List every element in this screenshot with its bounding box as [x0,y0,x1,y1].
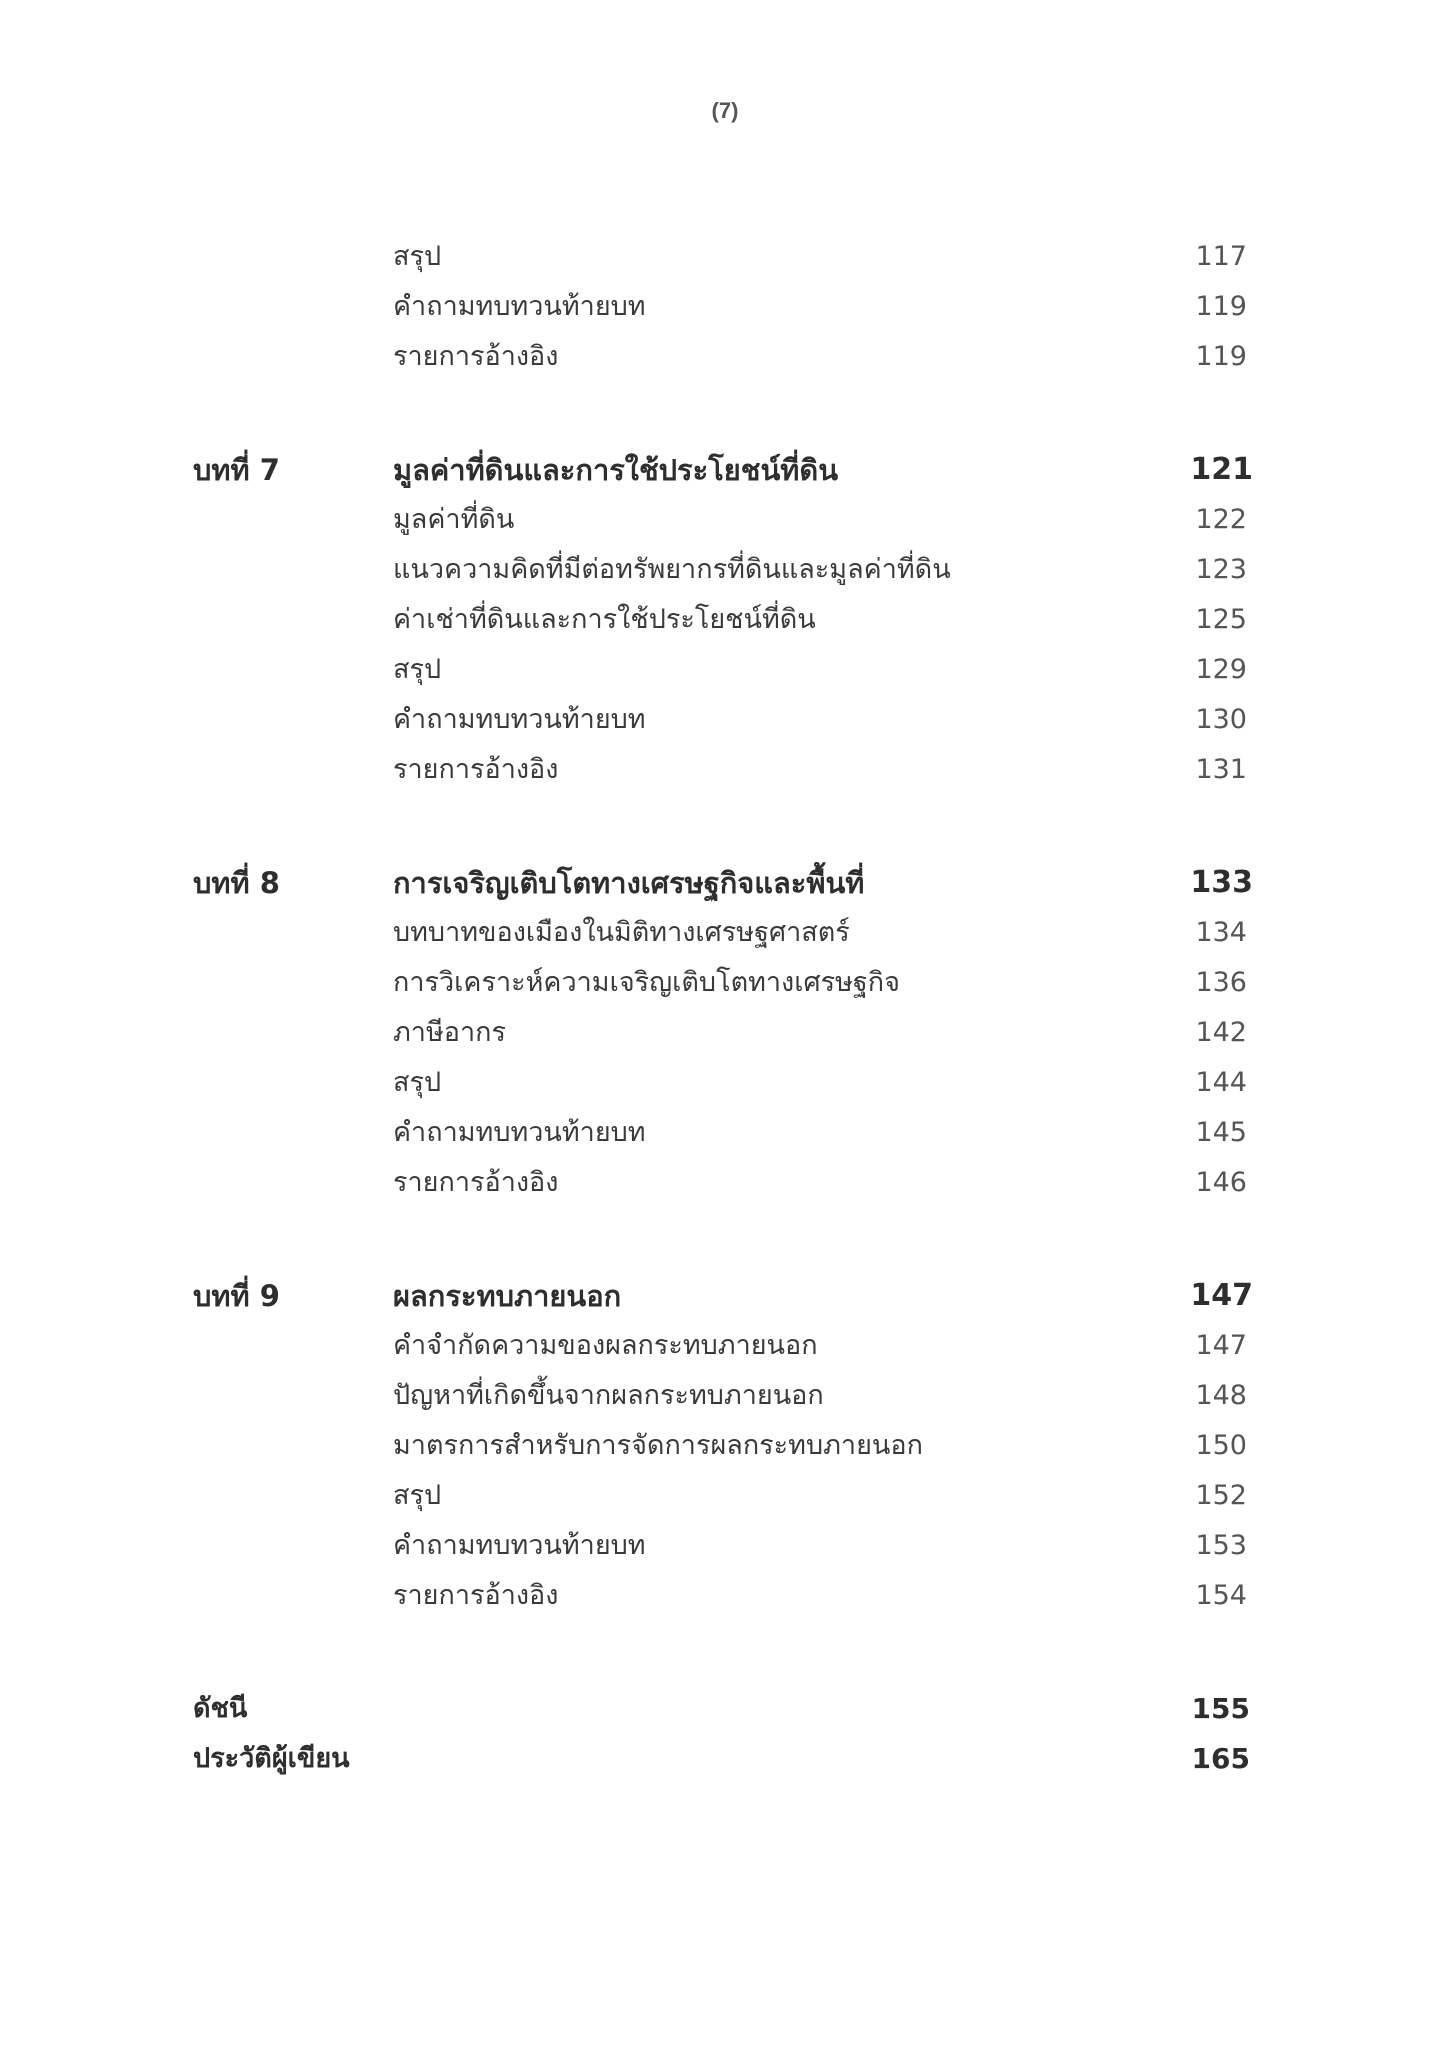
toc-entry-page: 119 [1195,291,1247,322]
toc-back-author-bio[interactable] [0,1734,1450,1784]
toc-entry-title: คำถามทบทวนท้ายบท [393,291,646,322]
toc-entry-page: 148 [1195,1380,1247,1411]
toc-entry-page: 150 [1195,1430,1247,1461]
toc-entry[interactable] [0,1571,1450,1621]
toc-entry-page: 130 [1195,704,1247,735]
page-number: (7) [711,98,739,123]
toc-entry-page: 154 [1195,1580,1247,1611]
toc-entry[interactable] [0,745,1450,795]
toc-entry-title: แนวความคิดที่มีต่อทรัพยากรที่ดินและมูลค่าที่ดิน [393,554,951,585]
toc-entry[interactable] [0,495,1450,545]
toc-entry-title: สรุป [393,1480,442,1511]
toc-entry-page: 125 [1195,604,1247,635]
toc-entry[interactable] [0,545,1450,595]
chapter-page: 121 [1190,452,1253,487]
table-of-contents [0,232,1450,1784]
toc-entry-title: คำถามทบทวนท้ายบท [393,1117,646,1148]
toc-entry-page: 142 [1195,1017,1247,1048]
toc-entry[interactable] [0,1008,1450,1058]
back-matter-page: 165 [1191,1742,1250,1775]
toc-entry[interactable] [0,695,1450,745]
toc-entry-title: รายการอ้างอิง [393,1167,559,1198]
toc-entry-title: มาตรการสำหรับการจัดการผลกระทบภายนอก [393,1430,923,1461]
toc-entry[interactable] [0,1321,1450,1371]
toc-entry[interactable] [0,1108,1450,1158]
toc-entry[interactable] [0,282,1450,332]
toc-entry-page: 146 [1195,1167,1247,1198]
toc-chapter-7[interactable] [0,445,1450,495]
toc-entry-title: รายการอ้างอิง [393,754,559,785]
toc-entry-page: 134 [1195,917,1247,948]
toc-entry-title: บทบาทของเมืองในมิติทางเศรษฐศาสตร์ [393,917,850,948]
back-matter-title: ดัชนี [193,1693,248,1724]
toc-entry-title: คำถามทบทวนท้ายบท [393,704,646,735]
toc-entry-page: 147 [1195,1330,1247,1361]
toc-entry-page: 136 [1195,967,1247,998]
back-matter-title: ประวัติผู้เขียน [193,1743,350,1774]
chapter-title: ผลกระทบภายนอก [393,1279,622,1313]
back-matter-page: 155 [1191,1692,1250,1725]
toc-entry-page: 129 [1195,654,1247,685]
chapter-label: บทที่ 7 [193,453,280,487]
toc-entry-title: มูลค่าที่ดิน [393,504,515,535]
toc-entry-title: คำจำกัดความของผลกระทบภายนอก [393,1330,818,1361]
toc-chapter-8[interactable] [0,858,1450,908]
toc-entry[interactable] [0,1471,1450,1521]
toc-entry-title: คำถามทบทวนท้ายบท [393,1530,646,1561]
toc-entry-page: 122 [1195,504,1247,535]
toc-entry[interactable] [0,1371,1450,1421]
toc-entry[interactable] [0,958,1450,1008]
toc-entry-title: สรุป [393,241,442,272]
toc-entry-page: 117 [1195,241,1247,272]
toc-entry-page: 123 [1195,554,1247,585]
toc-entry-title: ค่าเช่าที่ดินและการใช้ประโยชน์ที่ดิน [393,604,816,635]
chapter-page: 133 [1190,865,1253,900]
toc-entry[interactable] [0,232,1450,282]
toc-entry-page: 144 [1195,1067,1247,1098]
toc-entry-page: 152 [1195,1480,1247,1511]
toc-entry-title: รายการอ้างอิง [393,341,559,372]
toc-entry[interactable] [0,332,1450,382]
toc-entry-title: การวิเคราะห์ความเจริญเติบโตทางเศรษฐกิจ [393,967,900,998]
toc-entry-page: 131 [1195,754,1247,785]
chapter-label: บทที่ 8 [193,866,280,900]
toc-entry[interactable] [0,1158,1450,1208]
toc-entry-title: สรุป [393,1067,442,1098]
toc-entry-page: 119 [1195,341,1247,372]
toc-entry[interactable] [0,1421,1450,1471]
toc-entry-page: 153 [1195,1530,1247,1561]
chapter-page: 147 [1190,1278,1253,1313]
toc-entry[interactable] [0,1058,1450,1108]
toc-entry[interactable] [0,645,1450,695]
toc-entry-title: รายการอ้างอิง [393,1580,559,1611]
toc-entry-title: สรุป [393,654,442,685]
toc-entry[interactable] [0,908,1450,958]
chapter-title: มูลค่าที่ดินและการใช้ประโยชน์ที่ดิน [393,453,839,487]
toc-entry[interactable] [0,1521,1450,1571]
toc-entry-title: ภาษีอากร [393,1017,506,1048]
chapter-title: การเจริญเติบโตทางเศรษฐกิจและพื้นที่ [393,866,865,900]
chapter-label: บทที่ 9 [193,1279,280,1313]
toc-entry-title: ปัญหาที่เกิดขึ้นจากผลกระทบภายนอก [393,1380,824,1411]
toc-entry[interactable] [0,595,1450,645]
toc-chapter-9[interactable] [0,1271,1450,1321]
toc-entry-page: 145 [1195,1117,1247,1148]
toc-back-index[interactable] [0,1684,1450,1734]
